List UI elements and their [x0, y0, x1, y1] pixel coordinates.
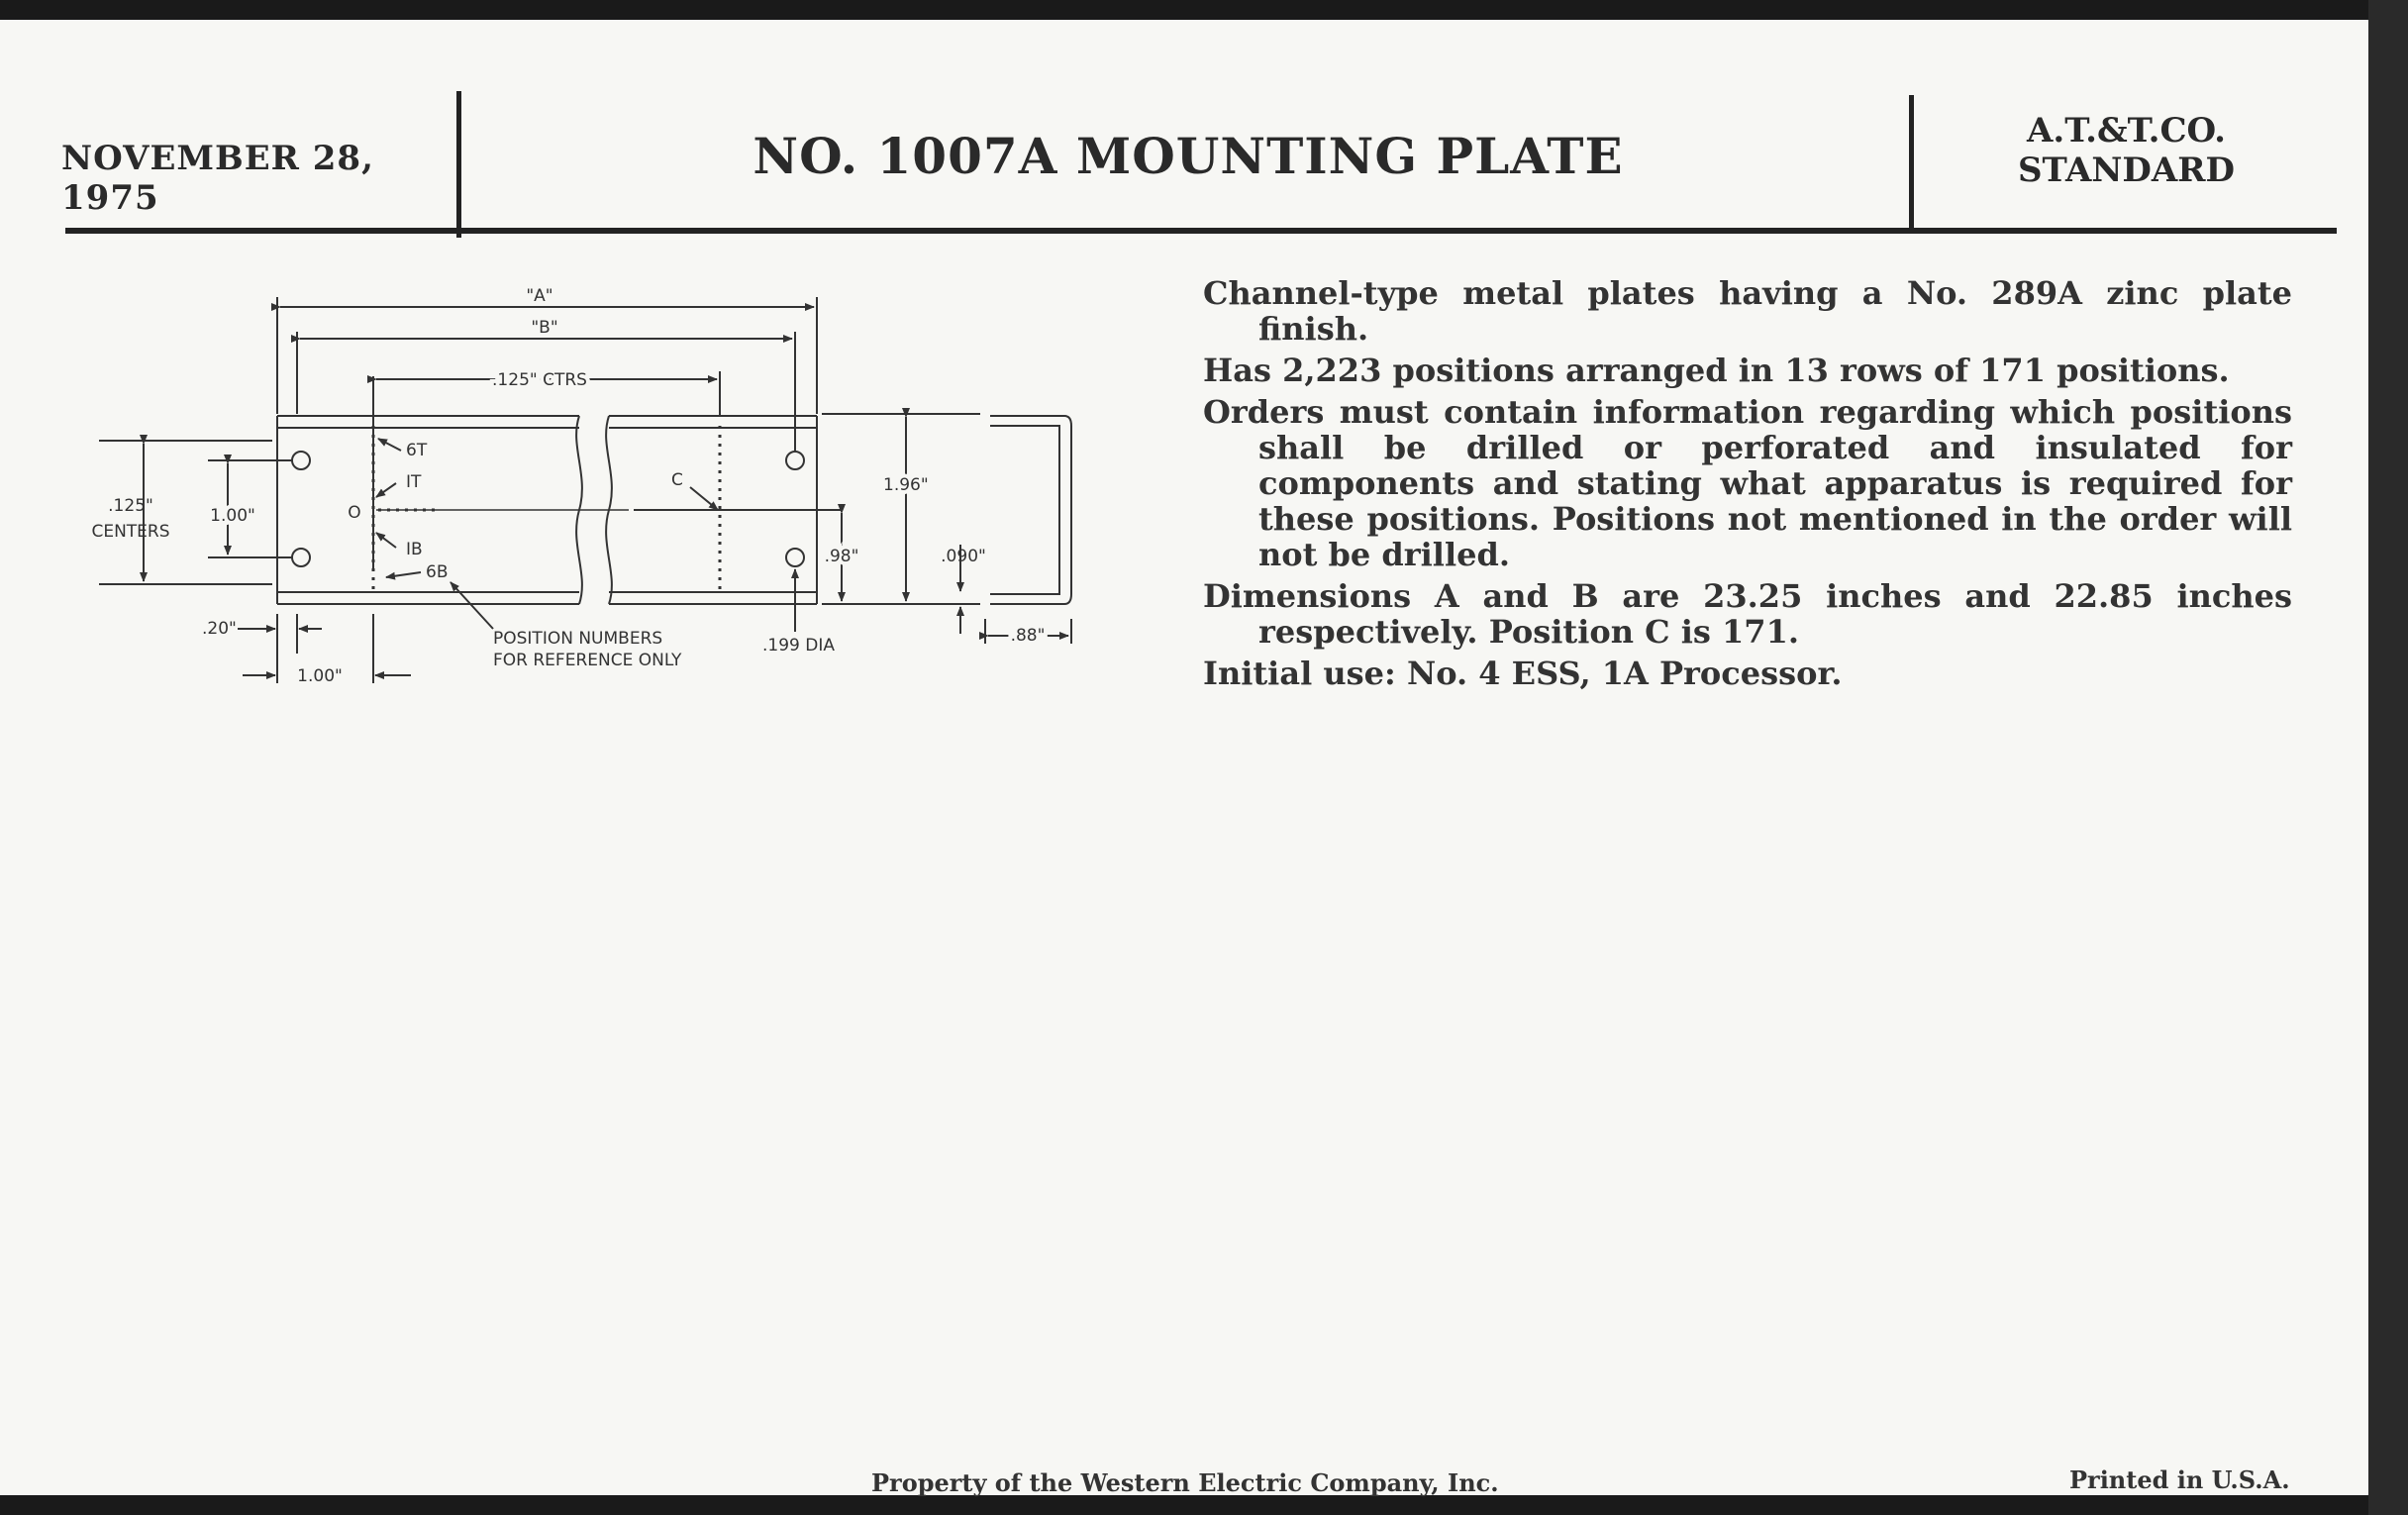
- standard-line-2: STANDARD: [2017, 151, 2236, 190]
- label-ctrs: .125" CTRS: [492, 370, 587, 390]
- leader-1b: [376, 533, 396, 548]
- label-100-horizontal: 1.00": [297, 666, 343, 686]
- right-border: [2368, 0, 2408, 1515]
- footer-property: Property of the Western Electric Company, Inc.: [871, 1468, 1499, 1497]
- label-196: 1.96": [883, 475, 929, 495]
- leader-6b: [386, 572, 421, 577]
- label-6b: 6B: [426, 562, 449, 582]
- drawing-card: [0, 20, 2368, 1495]
- leader-note: [451, 582, 493, 629]
- label-1t: IT: [406, 472, 422, 492]
- header-date: ΝOVEMBER 28, 1975: [61, 139, 374, 218]
- label-090: .090": [941, 547, 986, 566]
- footer-printed: Printed in U.S.A.: [2069, 1465, 2290, 1494]
- label-1b: IB: [406, 540, 423, 559]
- channel-profile: [990, 416, 1071, 604]
- extension-lines-right: [634, 414, 980, 604]
- label-centers: CENTERS: [91, 522, 170, 542]
- desc-orders: Orders must contain information regarding which positions shall be drilled or perforated and insulated for components and stating what apparatus is required for these positions. Positions not mentioned in the order will not be drilled.: [1203, 393, 2292, 573]
- leader-c: [690, 487, 718, 510]
- label-6t: 6T: [406, 441, 428, 460]
- standard-block: [1916, 111, 2337, 190]
- note-line-2: FOR REFERENCE ONLY: [493, 651, 682, 670]
- leader-6t: [378, 439, 401, 451]
- note-line-1: POSITION NUMBERS: [493, 629, 663, 649]
- header-divider-right: [1909, 95, 1914, 230]
- page-title: NO. 1007A MOUNTING PLATE: [752, 127, 1624, 185]
- description: [1203, 275, 2292, 697]
- label-88: .88": [1010, 626, 1046, 646]
- label-position-0: O: [348, 503, 361, 523]
- desc-finish: Channel-type metal plates having a No. 289A zinc plate finish.: [1203, 274, 2292, 348]
- header-rule: [65, 228, 2337, 234]
- label-b: "B": [531, 318, 558, 338]
- label-centers-value: .125": [108, 496, 153, 516]
- label-dia: .199 DIA: [762, 636, 835, 656]
- header-divider-left: [456, 91, 461, 238]
- label-20: .20": [202, 619, 237, 639]
- desc-initial-use: Initial use: No. 4 ESS, 1A Processor.: [1203, 655, 1843, 692]
- desc-dimensions: Dimensions A and B are 23.25 inches and 22.85 inches respectively. Position C is 171.: [1203, 577, 2292, 651]
- mounting-plate-diagram: [79, 277, 1089, 693]
- label-c: C: [671, 470, 683, 490]
- mounting-hole: [292, 549, 310, 566]
- leader-1t: [376, 483, 396, 497]
- mounting-hole: [786, 549, 804, 566]
- desc-positions: Has 2,223 positions arranged in 13 rows of 171 positions.: [1203, 352, 2230, 389]
- standard-line-1: A.T.&T.CO.: [2027, 111, 2226, 151]
- label-a: "A": [526, 286, 553, 306]
- mounting-hole: [292, 452, 310, 469]
- label-100-vertical: 1.00": [210, 506, 255, 526]
- mounting-hole: [786, 452, 804, 469]
- label-98: .98": [824, 547, 859, 566]
